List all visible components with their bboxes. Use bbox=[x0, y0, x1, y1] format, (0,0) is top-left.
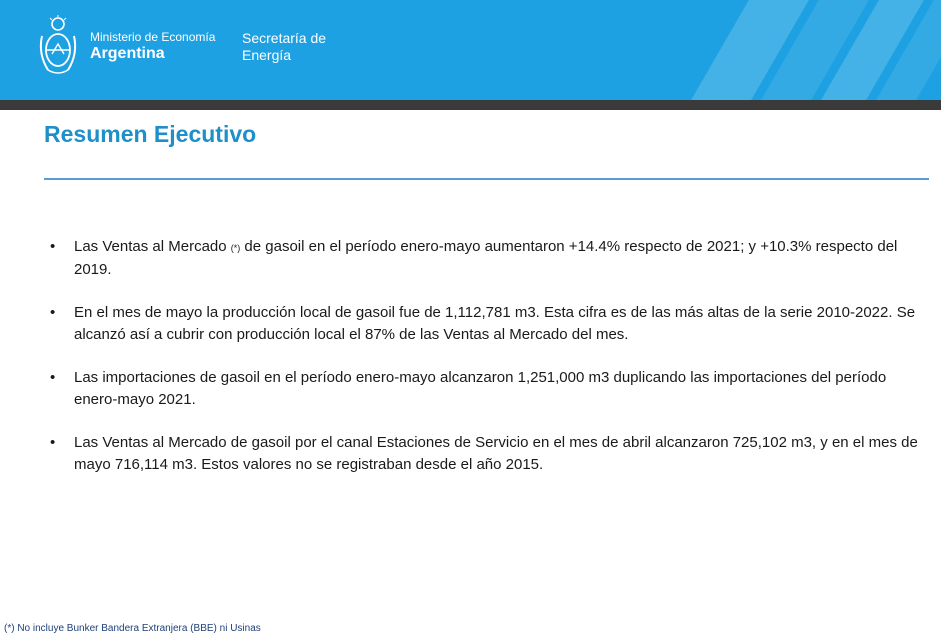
list-item bbox=[50, 432, 920, 476]
argentina-coat-of-arms-icon bbox=[36, 14, 80, 78]
bullet-text-before: Las Ventas al Mercado bbox=[74, 238, 231, 255]
footnote: (*) No incluye Bunker Bandera Extranjera (BBE) ni Usinas bbox=[4, 623, 261, 634]
bullet-icon: • bbox=[50, 434, 56, 451]
header-banner bbox=[0, 0, 941, 100]
bullet-text: Las importaciones de gasoil en el período enero-mayo alcanzaron 1,251,000 m3 duplicando las importaciones del período enero-mayo 2021. bbox=[74, 369, 887, 408]
title-underline bbox=[44, 178, 929, 180]
secretaria-label bbox=[242, 30, 326, 64]
ministry-label bbox=[90, 30, 215, 64]
list-item bbox=[50, 236, 920, 281]
secretaria-line2: Energía bbox=[242, 47, 292, 63]
summary-list bbox=[50, 236, 920, 497]
secretaria-line1: Secretaría de bbox=[242, 30, 327, 46]
list-item bbox=[50, 367, 920, 411]
ministry-name: Ministerio de Economía bbox=[90, 30, 216, 44]
footnote-marker: (*) bbox=[230, 243, 241, 253]
page-title: Resumen Ejecutivo bbox=[44, 121, 257, 147]
bullet-icon: • bbox=[50, 369, 56, 386]
list-item bbox=[50, 302, 920, 346]
header-divider bbox=[0, 100, 941, 110]
bullet-icon: • bbox=[50, 238, 56, 255]
bullet-icon: • bbox=[50, 304, 56, 321]
bullet-text: Las Ventas al Mercado de gasoil por el canal Estaciones de Servicio en el mes de abril alcanzaron 725,102 m3, y en el mes de mayo 716,114 m3. Estos valores no se registraban desde el año 2015. bbox=[74, 434, 918, 473]
country-name: Argentina bbox=[90, 45, 165, 62]
bullet-text: En el mes de mayo la producción local de gasoil fue de 1,112,781 m3. Esta cifra es de las más altas de la serie 2010-2022. Se alcanzó así a cubrir con producción local el 87% de las Ventas al Mercado del mes. bbox=[74, 304, 916, 343]
bullet-text-after: de gasoil en el período enero-mayo aumentaron +14.4% respecto de 2021; y +10.3% respecto del 2019. bbox=[74, 238, 898, 278]
